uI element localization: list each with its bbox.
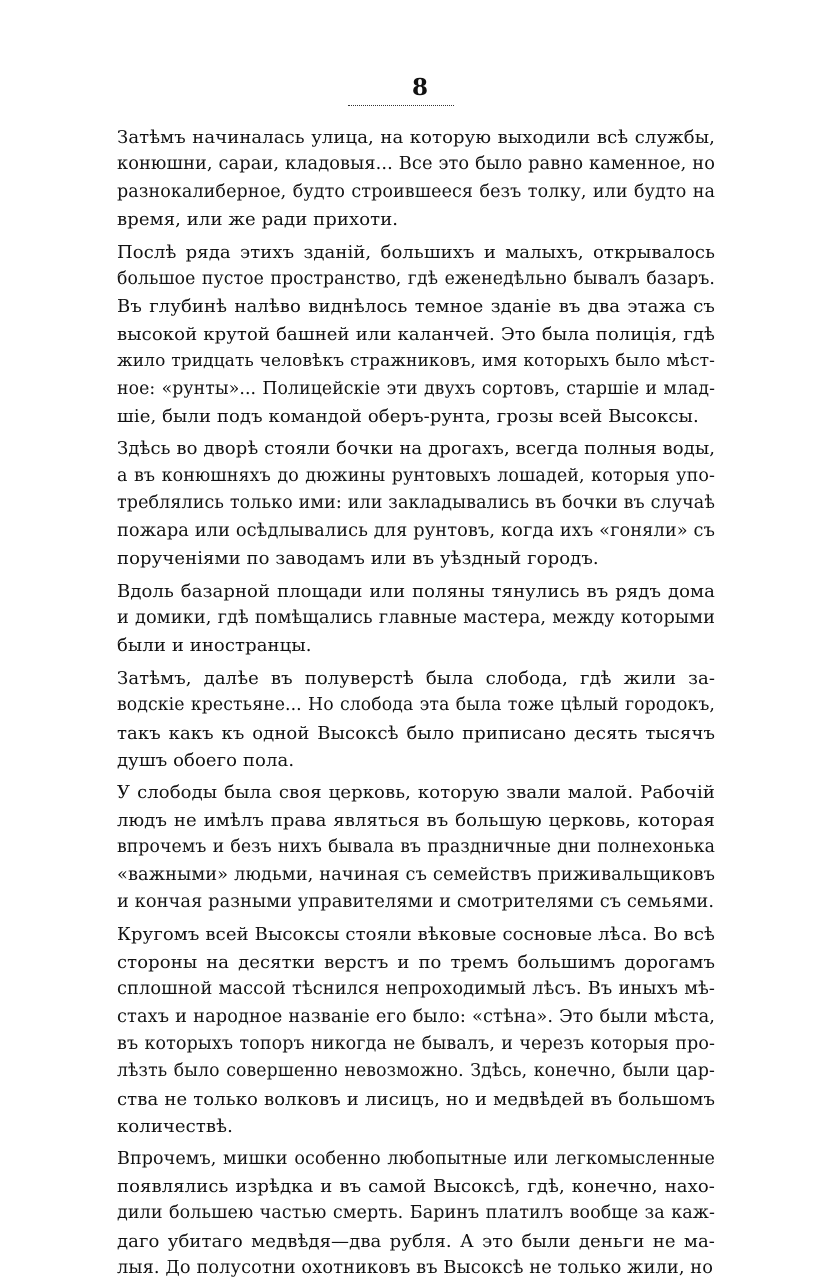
text-line: разнокалиберное, будто строившееся безъ толку, или будто на: [117, 181, 715, 202]
text-line: Затѣмъ, далѣе въ полуверстѣ была слобода, гдѣ жили за-: [117, 667, 715, 689]
text-line: впрочемъ и безъ нихъ бывала въ праздничные дни полнехонька: [117, 837, 715, 858]
text-line: появлялись изрѣдка и въ самой Высоксѣ, гдѣ, конечно, нахо-: [117, 1176, 715, 1198]
text-line: стахъ и народное названіе его было: «стѣна». Это были мѣста,: [117, 1006, 715, 1027]
text-line: душъ обоего пола.: [117, 749, 295, 771]
text-line: Въ глубинѣ налѣво виднѣлось темное зданіе въ два этажа съ: [117, 296, 715, 318]
paragraph: [117, 124, 715, 234]
text-line: даго убитаго медвѣдя—два рубля. А это были деньги не ма-: [117, 1230, 715, 1252]
text-line: а въ конюшняхъ до дюжины рунтовыхъ лошадей, которыя упо-: [117, 465, 715, 486]
text-line: количествѣ.: [117, 1116, 233, 1138]
text-line: высокой крутой башней или каланчей. Это была полиція, гдѣ: [117, 323, 715, 345]
text-line: водскіе крестьяне... Но слобода эта была тоже цѣлый городокъ,: [117, 695, 715, 716]
text-line: шіе, были подъ командой оберъ-рунта, грозы всей Высоксы.: [117, 406, 699, 428]
text-line: стороны на десятки верстъ и по тремъ большимъ дорогамъ: [117, 951, 715, 973]
text-line: жило тридцать человѣкъ стражниковъ, имя которыхъ было мѣст-: [117, 351, 715, 372]
text-line: и кончая разными управителями и смотрителями съ семьями.: [117, 891, 715, 912]
text-line: Послѣ ряда этихъ зданій, большихъ и малыхъ, открывалось: [117, 241, 715, 263]
text-line: въ которыхъ топоръ никогда не бывалъ, и черезъ которыя про-: [117, 1034, 715, 1054]
text-line: и домики, гдѣ помѣщались главные мастера, между которыми: [117, 607, 715, 628]
text-line: лѣзть было совершенно невозможно. Здѣсь, конечно, были цар-: [117, 1061, 715, 1082]
text-line: такъ какъ къ одной Высоксѣ было приписано десять тысячъ: [117, 722, 715, 744]
text-line: людъ не имѣлъ права являться въ большую церковь, которая: [117, 809, 715, 831]
body-text: [117, 124, 715, 1283]
text-line: Вдоль базарной площади или поляны тянулись въ рядъ дома: [117, 580, 715, 602]
text-line: лыя. До полусотни охотниковъ въ Высоксѣ не только жили, но: [117, 1258, 714, 1279]
page-number: 8: [411, 74, 428, 101]
paragraph: [117, 665, 715, 775]
text-line: ства не только волковъ и лисицъ, но и медвѣдей въ большомъ: [117, 1088, 715, 1110]
text-line: сплошной массой тѣснился непроходимый лѣсъ. Въ иныхъ мѣ-: [117, 979, 715, 1000]
text-line: дили большею частью смерть. Баринъ платилъ вообще за каж-: [117, 1203, 715, 1224]
text-line: У слободы была своя церковь, которую звали малой. Рабочій: [117, 782, 715, 804]
paragraph: [117, 779, 715, 916]
text-line: конюшни, сараи, кладовыя... Все это было равно каменное, но: [117, 154, 715, 175]
text-line: «важными» людьми, начиная съ семействъ приживальщиковъ: [117, 864, 715, 885]
paragraph: [117, 1146, 715, 1283]
text-line: треблялись только ими: или закладывались въ бочки въ случаѣ: [117, 493, 715, 514]
text-line: пожара или осѣдлывались для рунтовъ, когда ихъ «гоняли» съ: [117, 520, 715, 541]
text-line: Затѣмъ начиналась улица, на которую выходили всѣ службы,: [117, 127, 715, 148]
paragraph: [117, 435, 715, 572]
text-line: время, или же ради прихоти.: [117, 209, 399, 231]
text-line: Здѣсь во дворѣ стояли бочки на дрогахъ, всегда полныя воды,: [117, 438, 716, 460]
text-line: порученіями по заводамъ или въ уѣздный городъ.: [117, 548, 599, 570]
paragraph: [117, 578, 715, 660]
text-line: Кругомъ всей Высоксы стояли вѣковые сосновые лѣса. Во всѣ: [117, 924, 715, 946]
header-rule: [348, 105, 454, 106]
text-line: большое пустое пространство, гдѣ еженедѣльно бывалъ базаръ.: [117, 269, 715, 290]
text-line: ное: «рунты»... Полицейскіе эти двухъ сортовъ, старшіе и млад-: [117, 378, 715, 399]
paragraph: [117, 921, 715, 1140]
paragraph: [117, 239, 715, 431]
text-line: Впрочемъ, мишки особенно любопытные или легкомысленные: [117, 1148, 715, 1169]
text-line: были и иностранцы.: [117, 635, 312, 657]
